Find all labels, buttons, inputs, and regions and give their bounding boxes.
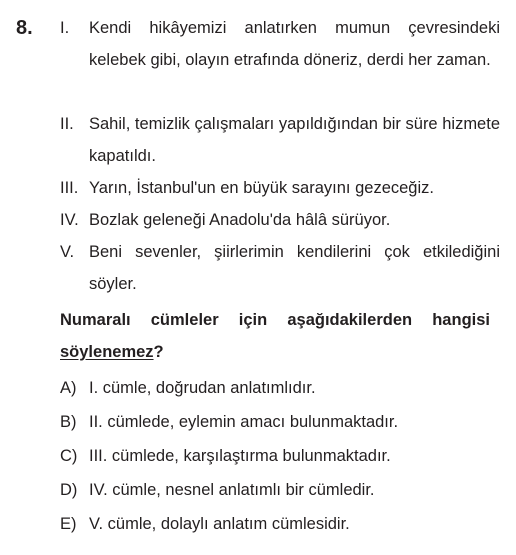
statement-text: Sahil, temizlik çalışmaları yapıldığından bir süre hizmete kapatıldı. [89,115,500,165]
statement-numeral: II. [60,115,74,133]
option-text: I. cümle, doğrudan anlatımlıdır. [89,379,316,397]
option-text: IV. cümle, nesnel anlatımlı bir cümledir. [89,481,375,499]
prompt-emphasis: söylenemez [60,343,154,361]
option-d[interactable] [60,474,500,506]
option-a[interactable] [60,372,500,404]
option-text: V. cümle, dolaylı anlatım cümlesidir. [89,515,350,533]
statement-5 [60,236,500,300]
question-number: 8. [16,17,33,39]
statement-numeral: IV. [60,211,79,229]
statement-1 [60,12,500,76]
statement-4 [60,204,500,236]
option-c[interactable] [60,440,500,472]
statement-numeral: III. [60,179,79,197]
option-text: II. cümlede, eylemin amacı bulunmaktadır. [89,413,399,431]
option-letter: D) [60,481,78,499]
option-letter: C) [60,447,78,465]
statement-2 [60,108,500,172]
statement-text: Yarın, İstanbul'un en büyük sarayını gezeceğiz. [89,179,434,197]
prompt-question-mark: ? [153,343,164,361]
statement-text: Beni sevenler, şiirlerimin kendilerini çok etkilediğini söyler. [89,243,500,293]
prompt-text: Numaralı cümleler için aşağıdakilerden hangisi [60,311,490,329]
statement-numeral: I. [60,19,70,37]
statement-numeral: V. [60,243,75,261]
statement-text: Bozlak geleneği Anadolu'da hâlâ sürüyor. [89,211,391,229]
option-letter: B) [60,413,77,431]
statement-text: Kendi hikâyemizi anlatırken mumun çevresindeki kelebek gibi, olayın etrafında döneriz, derdi her zaman. [89,19,500,69]
option-b[interactable] [60,406,500,438]
option-e[interactable] [60,508,500,540]
option-letter: A) [60,379,77,397]
option-text: III. cümlede, karşılaştırma bulunmaktadır. [89,447,391,465]
question-prompt [60,304,490,368]
statement-3 [60,172,500,204]
option-letter: E) [60,515,77,533]
